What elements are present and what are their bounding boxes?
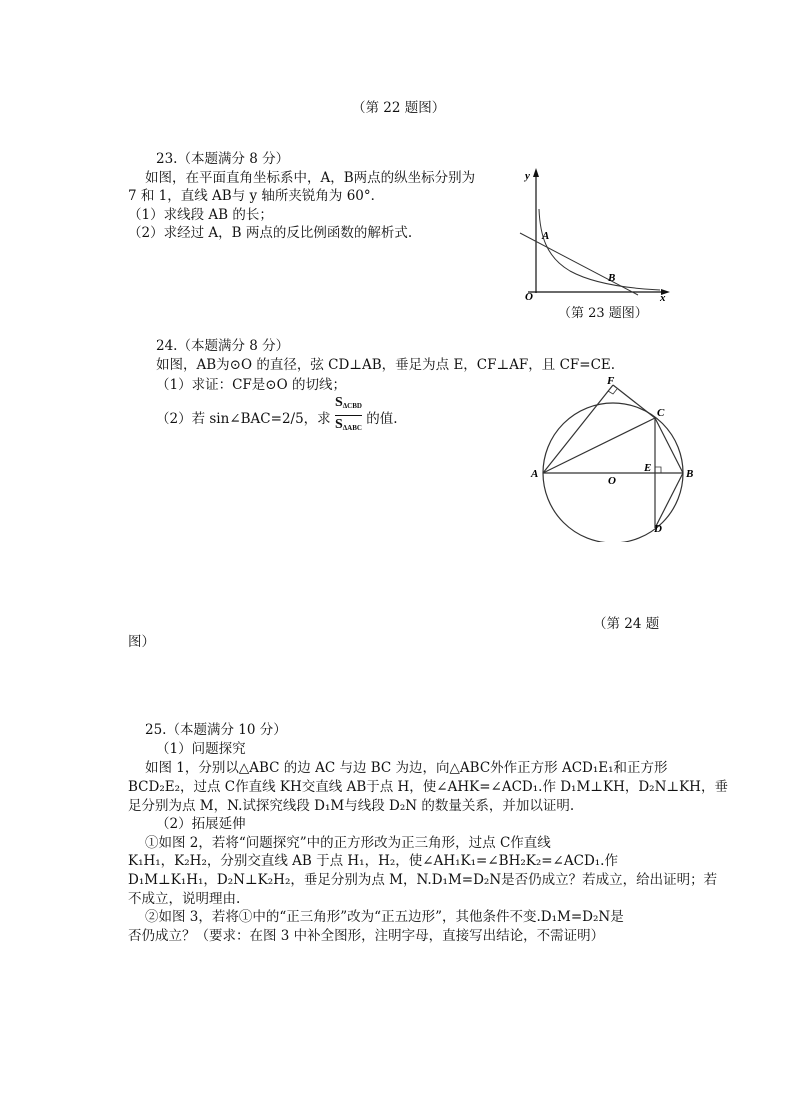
q24-fig-o: O (608, 475, 616, 487)
frac-num-sub: ΔCBD (342, 402, 362, 410)
q25-p2c: D₁M⊥K₁H₁，D₂N⊥K₂H₂，垂足分别为点 M，N.D₁M=D₂N是否仍成立？若成立，给出证明；若 (128, 872, 718, 888)
q23-fig-a: A (542, 230, 550, 242)
q24-caption-b: 图） (128, 634, 155, 650)
q23-header: 23.（本题满分 8 分） (156, 151, 290, 167)
q23-fig-b: B (608, 272, 616, 284)
q25-section2: （2）拓展延伸 (156, 816, 246, 832)
q25-header: 25.（本题满分 10 分） (145, 722, 287, 738)
q25-p2d: 不成立，说明理由. (128, 891, 241, 907)
q23-line2: 7 和 1，直线 AB与 y 轴所夹锐角为 60°． (128, 188, 385, 204)
q24-fig-e: E (644, 462, 652, 474)
q25-p1c: 足分别为点 M，N.试探究线段 D₁M与线段 D₂N 的数量关系，并加以证明. (128, 798, 575, 814)
q23-figure (510, 165, 670, 305)
q24-fig-c: C (657, 407, 665, 419)
q23-fig-y: y (525, 170, 530, 182)
q24-caption-a: （第 24 题 (593, 616, 660, 632)
q24-fig-d: D (654, 523, 662, 535)
q25-p3a: ②如图 3，若将①中的“正三角形”改为“正五边形”，其他条件不变.D₁M=D₂N是 (145, 909, 624, 925)
q25-p2b: K₁H₁，K₂H₂，分别交直线 AB 于点 H₁，H₂，使∠AH₁K₁=∠BH₂K₂=∠ACD₁.作 (128, 853, 618, 869)
frac-den: S (334, 417, 343, 432)
q24-part2-post: 的值. (366, 411, 398, 427)
q24-fig-b: B (686, 468, 694, 480)
q24-header: 24.（本题满分 8 分） (156, 338, 290, 354)
q25-p1b: BCD₂E₂，过点 C作直线 KH交直线 AB于点 H，使∠AHK=∠ACD₁.作 D₁M⊥KH，D₂N⊥KH，垂 (128, 779, 728, 795)
q25-p3b: 否仍成立？（要求：在图 3 中补全图形，注明字母，直接写出结论，不需证明） (128, 928, 605, 944)
q25-p2a: ①如图 2，若将“问题探究”中的正方形改为正三角形，过点 C作直线 (145, 835, 551, 851)
q23-part2: （2）求经过 A，B 两点的反比例函数的解析式. (128, 225, 413, 241)
q24-fig-f: F (607, 375, 615, 387)
q23-line1: 如图，在平面直角坐标系中，A，B两点的纵坐标分别为 (145, 170, 476, 186)
frac-num: S (334, 395, 343, 410)
area-ratio-fraction (335, 395, 362, 436)
q25-section1: （1）问题探究 (156, 741, 246, 757)
q24-fig-a: A (531, 468, 539, 480)
q25-p1a: 如图 1，分别以△ABC 的边 AC 与边 BC 为边，向△ABC外作正方形 ACD₁E₁和正方形 (145, 760, 668, 776)
q24-part2-pre: （2）若 sin∠BAC=2/5，求 (156, 411, 331, 427)
q23-caption: （第 23 题图） (558, 306, 648, 321)
q23-fig-o: O (525, 291, 533, 303)
fig22-caption: （第 22 题图） (352, 100, 446, 116)
q24-part1: （1）求证：CF是⊙O 的切线； (156, 377, 346, 393)
q23-part1: （1）求线段 AB 的长； (128, 207, 273, 223)
q24-line1: 如图，AB为⊙O 的直径，弦 CD⊥AB，垂足为点 E，CF⊥AF，且 CF=CE. (156, 357, 616, 373)
q24-figure (530, 372, 710, 542)
frac-den-sub: ΔABC (342, 424, 362, 432)
q24-part2 (156, 395, 398, 436)
q23-fig-x: x (660, 292, 666, 304)
